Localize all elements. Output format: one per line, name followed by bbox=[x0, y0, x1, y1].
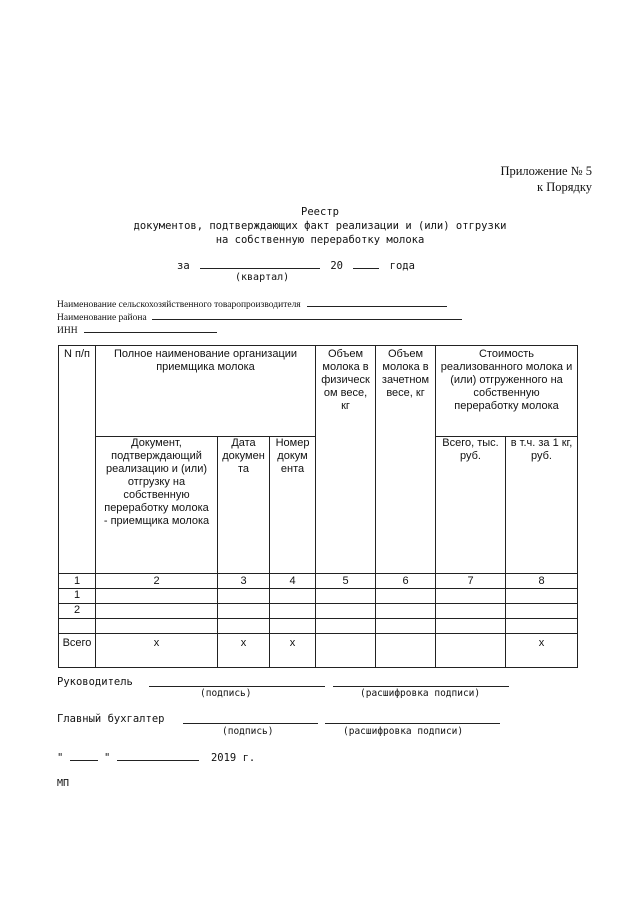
district-blank[interactable] bbox=[152, 309, 462, 320]
header-number: Номер документа bbox=[270, 437, 316, 574]
period-prefix: за bbox=[177, 260, 190, 272]
total-cell[interactable] bbox=[436, 634, 506, 668]
total-cell[interactable] bbox=[316, 634, 376, 668]
header-vol-phys: Объем молока в физическом весе, кг bbox=[316, 346, 376, 574]
date-line bbox=[57, 750, 255, 764]
head-decode-line[interactable] bbox=[333, 686, 509, 687]
inn-blank[interactable] bbox=[84, 322, 217, 333]
title-line-2: документов, подтверждающих факт реализации и (или) отгрузки bbox=[133, 220, 507, 232]
column-number: 4 bbox=[270, 574, 316, 589]
table-cell[interactable] bbox=[436, 604, 506, 619]
column-number: 1 bbox=[59, 574, 96, 589]
table-cell[interactable] bbox=[316, 604, 376, 619]
header-cost: Стоимость реализованного молока и (или) отгруженного на собственную переработку молока bbox=[436, 346, 578, 437]
row-num: 2 bbox=[59, 604, 96, 619]
table-cell[interactable] bbox=[218, 604, 270, 619]
year-blank[interactable] bbox=[353, 257, 379, 269]
accountant-sign-hint: (подпись) bbox=[222, 726, 274, 737]
header-org: Полное наименование организации приемщика молока bbox=[96, 346, 316, 437]
accountant-decode-line[interactable] bbox=[325, 723, 500, 724]
table-cell[interactable] bbox=[96, 604, 218, 619]
appendix-reference bbox=[500, 163, 592, 195]
total-cell-x: x bbox=[96, 634, 218, 668]
date-year: 2019 г. bbox=[210, 752, 256, 764]
column-number: 6 bbox=[376, 574, 436, 589]
total-row bbox=[59, 634, 578, 668]
table-cell[interactable] bbox=[316, 589, 376, 604]
row-num: 1 bbox=[59, 589, 96, 604]
appendix-number: Приложение № 5 bbox=[500, 164, 592, 178]
table-cell bbox=[59, 619, 96, 634]
table-cell[interactable] bbox=[270, 619, 316, 634]
table-row bbox=[59, 589, 578, 604]
accountant-signature-line[interactable] bbox=[183, 723, 318, 724]
table-cell[interactable] bbox=[376, 589, 436, 604]
head-label: Руководитель bbox=[57, 676, 133, 688]
date-close-quote: " bbox=[103, 752, 111, 764]
table-cell[interactable] bbox=[218, 589, 270, 604]
month-blank[interactable] bbox=[117, 750, 199, 761]
period-line bbox=[177, 257, 415, 272]
table-cell[interactable] bbox=[270, 589, 316, 604]
table-cell[interactable] bbox=[436, 619, 506, 634]
date-open-quote: " bbox=[57, 752, 64, 764]
inn-label: ИНН bbox=[57, 326, 78, 336]
header-doc: Документ, подтверждающий реализацию и (или) отгрузку на собственную переработку молока - приемщика молока bbox=[96, 437, 218, 574]
total-cell-x: x bbox=[270, 634, 316, 668]
producer-field bbox=[57, 296, 447, 310]
table-cell[interactable] bbox=[316, 619, 376, 634]
column-number: 5 bbox=[316, 574, 376, 589]
table-row bbox=[59, 604, 578, 619]
table-cell[interactable] bbox=[506, 604, 578, 619]
document-title bbox=[0, 205, 640, 247]
total-cell-x: x bbox=[218, 634, 270, 668]
inn-field bbox=[57, 322, 217, 336]
accountant-decode-hint: (расшифровка подписи) bbox=[343, 726, 464, 737]
period-suffix: года bbox=[389, 260, 415, 272]
head-sign-hint: (подпись) bbox=[200, 688, 252, 699]
stamp-place: МП bbox=[57, 778, 70, 789]
header-num: N п/п bbox=[59, 346, 96, 574]
title-line-1: Реестр bbox=[301, 206, 339, 218]
table-cell[interactable] bbox=[376, 604, 436, 619]
table-cell[interactable] bbox=[506, 619, 578, 634]
register-table bbox=[58, 345, 578, 668]
accountant-label: Главный бухгалтер bbox=[57, 713, 165, 725]
district-field bbox=[57, 309, 462, 323]
total-label: Всего bbox=[59, 634, 96, 668]
head-signature-line[interactable] bbox=[149, 686, 325, 687]
appendix-order: к Порядку bbox=[537, 180, 592, 194]
header-date: Дата документа bbox=[218, 437, 270, 574]
table-cell[interactable] bbox=[376, 619, 436, 634]
column-number: 2 bbox=[96, 574, 218, 589]
producer-label: Наименование сельскохозяйственного товаропроизводителя bbox=[57, 300, 301, 310]
table-row-empty bbox=[59, 619, 578, 634]
header-vol-credit: Объем молока в зачетном весе, кг bbox=[376, 346, 436, 574]
table-cell[interactable] bbox=[506, 589, 578, 604]
table-cell[interactable] bbox=[436, 589, 506, 604]
table-cell[interactable] bbox=[270, 604, 316, 619]
total-cell[interactable] bbox=[376, 634, 436, 668]
column-number: 3 bbox=[218, 574, 270, 589]
table-cell[interactable] bbox=[96, 619, 218, 634]
quarter-hint: (квартал) bbox=[235, 272, 290, 283]
head-decode-hint: (расшифровка подписи) bbox=[360, 688, 481, 699]
total-cell-x: x bbox=[506, 634, 578, 668]
day-blank[interactable] bbox=[70, 750, 98, 761]
column-number: 7 bbox=[436, 574, 506, 589]
district-label: Наименование района bbox=[57, 313, 147, 323]
title-line-3: на собственную переработку молока bbox=[215, 234, 425, 246]
table-cell[interactable] bbox=[96, 589, 218, 604]
year-prefix: 20 bbox=[330, 260, 343, 272]
table-cell[interactable] bbox=[218, 619, 270, 634]
column-number: 8 bbox=[506, 574, 578, 589]
quarter-blank[interactable] bbox=[200, 257, 320, 269]
header-per-kg: в т.ч. за 1 кг, руб. bbox=[506, 437, 578, 574]
header-total: Всего, тыс. руб. bbox=[436, 437, 506, 574]
producer-blank[interactable] bbox=[307, 296, 447, 307]
